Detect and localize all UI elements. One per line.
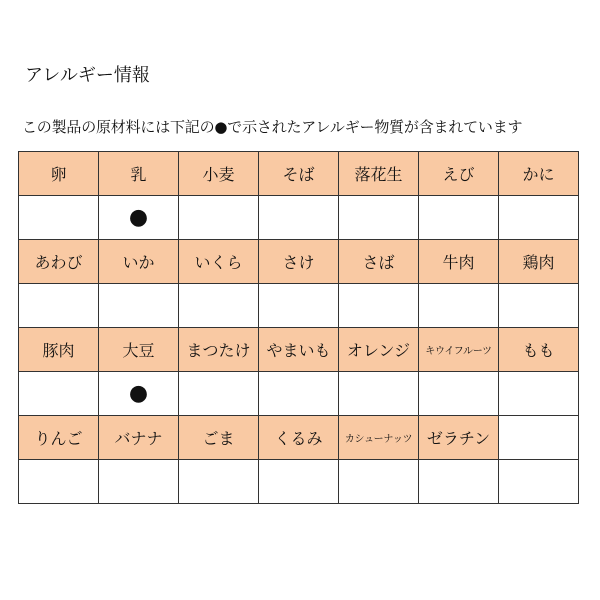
allergen-name-row [19,416,579,460]
allergen-mark-row [19,196,579,240]
allergen-mark-cell [499,284,579,328]
allergen-mark-cell [259,284,339,328]
allergen-mark-cell [339,284,419,328]
allergen-name-cell: 牛肉 [419,240,499,284]
allergen-name-cell: やまいも [259,328,339,372]
allergen-mark-cell [339,372,419,416]
allergen-name-cell: 大豆 [99,328,179,372]
allergen-mark-cell [259,372,339,416]
allergen-mark-cell [99,284,179,328]
allergen-name-row [19,152,579,196]
allergen-name-cell: バナナ [99,416,179,460]
allergen-name-cell: かに [499,152,579,196]
allergen-name-cell: もも [499,328,579,372]
allergen-mark-cell [499,196,579,240]
allergen-mark-cell [419,460,499,504]
allergen-mark-cell [19,196,99,240]
allergen-name-cell: いか [99,240,179,284]
allergen-mark-cell [419,196,499,240]
allergen-name-cell: そば [259,152,339,196]
allergy-table [18,151,579,504]
allergen-name-cell: ゼラチン [419,416,499,460]
allergen-name-cell: 豚肉 [19,328,99,372]
allergen-mark-cell [499,372,579,416]
allergen-mark-cell [99,460,179,504]
allergen-name-cell: 卵 [19,152,99,196]
allergen-name-cell: えび [419,152,499,196]
allergen-mark-cell [259,460,339,504]
allergen-mark-cell [339,460,419,504]
allergen-name-cell: りんご [19,416,99,460]
allergen-mark-cell [19,460,99,504]
allergen-mark-cell [19,372,99,416]
allergen-mark-cell [19,284,99,328]
allergen-name-cell: キウイフルーツ [419,328,499,372]
allergen-name-row [19,328,579,372]
allergen-mark-cell [499,460,579,504]
allergen-mark-row [19,284,579,328]
allergen-name-row [19,240,579,284]
allergen-mark-cell [179,196,259,240]
allergen-name-cell: カシューナッツ [339,416,419,460]
allergen-mark-row [19,460,579,504]
allergen-mark-cell: ● [99,372,179,416]
allergen-mark-cell [179,372,259,416]
allergen-name-cell: 小麦 [179,152,259,196]
allergen-name-cell: さけ [259,240,339,284]
description-text: この製品の原材料には下記の●で示されたアレルギー物質が含まれています [22,118,523,136]
allergen-name-cell: 落花生 [339,152,419,196]
allergen-mark-cell [179,284,259,328]
allergen-mark-cell [419,284,499,328]
allergen-name-cell: 鶏肉 [499,240,579,284]
allergen-name-cell: さば [339,240,419,284]
allergen-name-cell: オレンジ [339,328,419,372]
allergen-name-cell: あわび [19,240,99,284]
allergen-name-cell: ごま [179,416,259,460]
allergen-mark-cell [339,196,419,240]
allergen-name-cell: 乳 [99,152,179,196]
allergen-name-cell: いくら [179,240,259,284]
allergen-mark-cell [259,196,339,240]
allergen-name-cell: くるみ [259,416,339,460]
allergen-mark-cell [419,372,499,416]
allergen-mark-cell: ● [99,196,179,240]
allergen-mark-row [19,372,579,416]
empty-cell [499,416,579,460]
page-title: アレルギー情報 [25,65,150,86]
allergen-name-cell: まつたけ [179,328,259,372]
allergen-mark-cell [179,460,259,504]
